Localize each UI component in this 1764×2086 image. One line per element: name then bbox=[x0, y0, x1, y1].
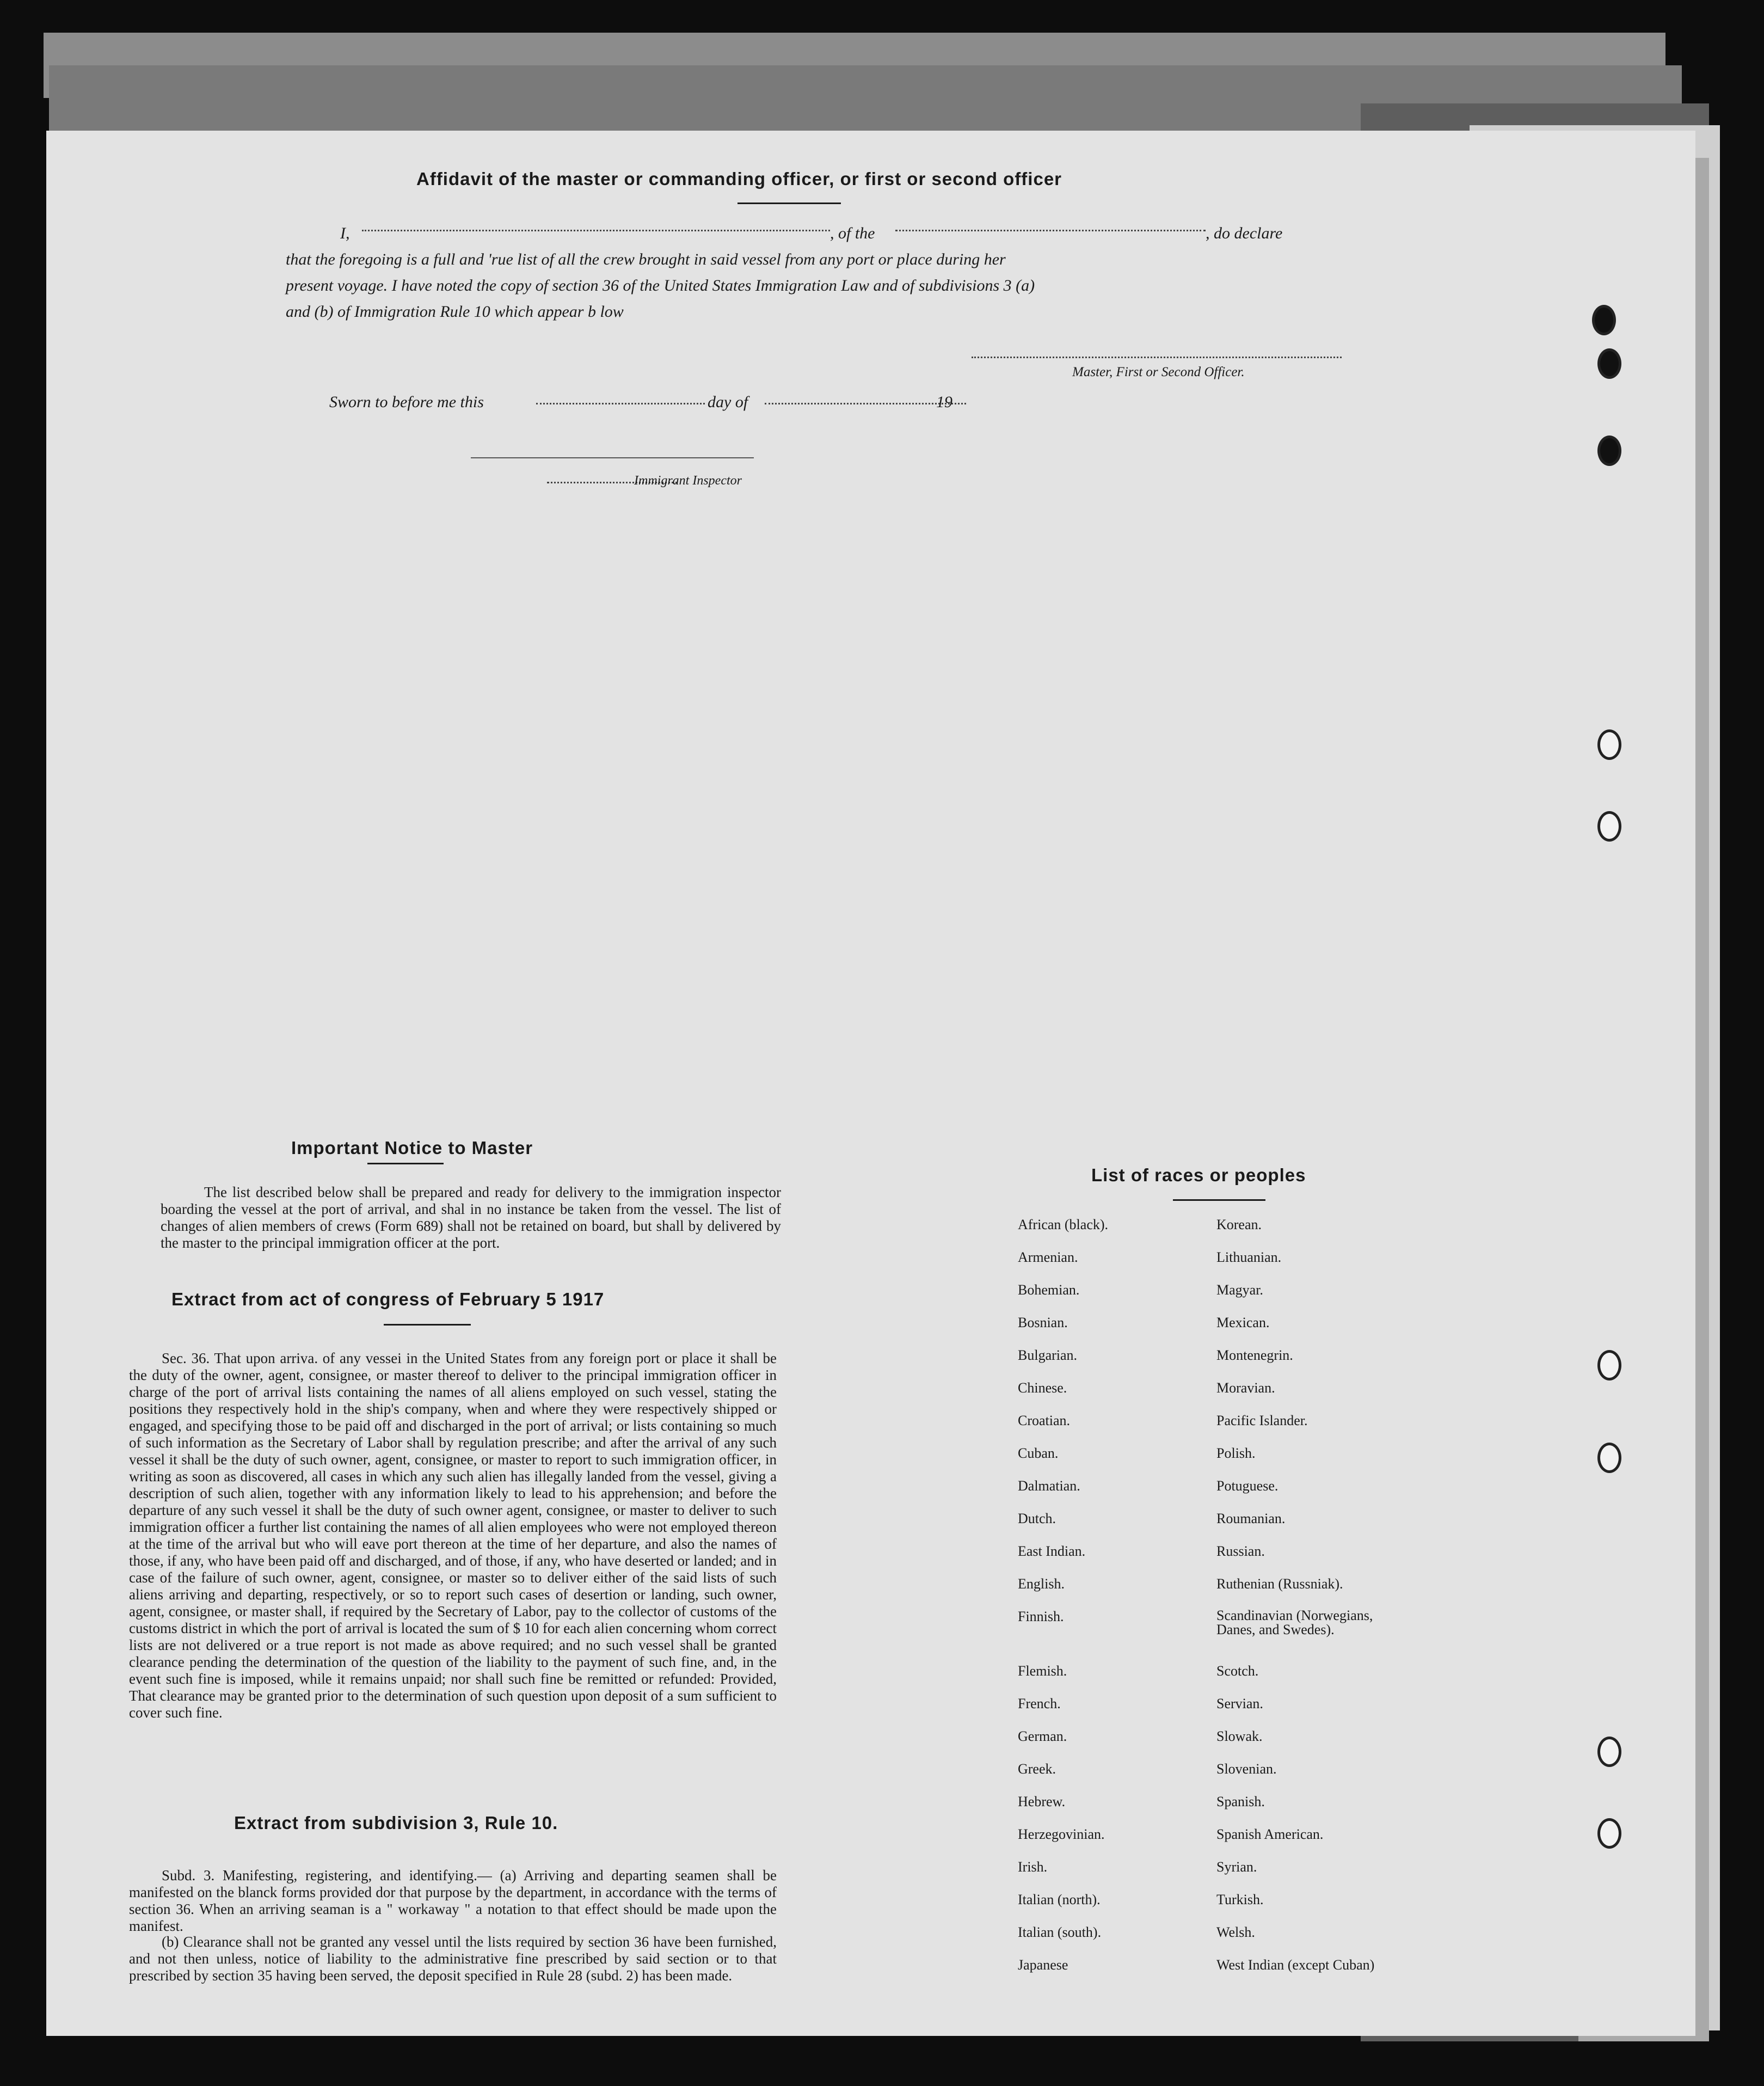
races-title: List of races or peoples bbox=[1091, 1165, 1306, 1185]
race-item: Servian. bbox=[1216, 1696, 1263, 1711]
race-item: Chinese. bbox=[1018, 1380, 1067, 1396]
signature-blank[interactable] bbox=[972, 357, 1342, 358]
affidavit-of-the: , of the bbox=[830, 224, 875, 242]
binder-hole bbox=[1597, 1350, 1621, 1381]
race-item: Finnish. bbox=[1018, 1609, 1064, 1624]
race-item: Armenian. bbox=[1018, 1249, 1078, 1265]
notice-rule bbox=[367, 1163, 444, 1164]
race-item: Hebrew. bbox=[1018, 1794, 1066, 1809]
race-item: Welsh. bbox=[1216, 1924, 1255, 1940]
race-item: Bohemian. bbox=[1018, 1282, 1080, 1298]
binder-hole bbox=[1592, 305, 1616, 335]
affidavit-declare: , do declare bbox=[1206, 224, 1283, 242]
title-rule bbox=[737, 203, 841, 204]
name-blank[interactable] bbox=[362, 230, 830, 231]
act-title: Extract from act of congress of February 5 1917 bbox=[171, 1289, 605, 1309]
binder-hole bbox=[1597, 348, 1621, 379]
affidavit-line-2: that the foregoing is a full and 'rue list of all the crew brought in said vessel from any port or place during her bbox=[286, 250, 1006, 268]
race-item: Lithuanian. bbox=[1216, 1249, 1282, 1265]
affidavit-line-3: present voyage. I have noted the copy of section 36 of the United States Immigration Law and of subdivisions 3 (a) bbox=[286, 277, 1035, 295]
race-item: Japanese bbox=[1018, 1957, 1068, 1973]
race-item: Bosnian. bbox=[1018, 1315, 1068, 1330]
race-item: French. bbox=[1018, 1696, 1061, 1711]
affidavit-line-4: and (b) of Immigration Rule 10 which appear b low bbox=[286, 303, 624, 321]
inspector-rule bbox=[471, 457, 754, 458]
affidavit-title: Affidavit of the master or commanding officer, or first or second officer bbox=[416, 169, 1062, 189]
race-item: Cuban. bbox=[1018, 1445, 1059, 1461]
race-item: East Indian. bbox=[1018, 1543, 1086, 1559]
binder-hole bbox=[1597, 1443, 1621, 1473]
race-item: English. bbox=[1018, 1576, 1065, 1592]
race-item: Pacific Islander. bbox=[1216, 1413, 1308, 1428]
race-item: Potuguese. bbox=[1216, 1478, 1279, 1494]
manifest-page bbox=[46, 131, 1695, 2036]
race-item: Greek. bbox=[1018, 1761, 1056, 1777]
notice-title: Important Notice to Master bbox=[291, 1138, 533, 1158]
race-item: Slovenian. bbox=[1216, 1761, 1277, 1777]
year-text: 19 bbox=[936, 393, 952, 411]
race-item: Italian (north). bbox=[1018, 1892, 1101, 1907]
act-rule bbox=[384, 1324, 471, 1326]
race-item: Turkish. bbox=[1216, 1892, 1264, 1907]
binder-hole bbox=[1597, 435, 1621, 466]
race-item: Flemish. bbox=[1018, 1663, 1067, 1679]
race-item: Scotch. bbox=[1216, 1663, 1259, 1679]
binder-hole bbox=[1597, 729, 1621, 760]
race-item: West Indian (except Cuban) bbox=[1216, 1957, 1375, 1973]
race-item: Irish. bbox=[1018, 1859, 1048, 1875]
day-of-text: day of bbox=[708, 393, 748, 411]
race-item: Russian. bbox=[1216, 1543, 1265, 1559]
binder-hole bbox=[1597, 1818, 1621, 1849]
race-item: Dutch. bbox=[1018, 1511, 1056, 1526]
race-item: Slowak. bbox=[1216, 1728, 1263, 1744]
race-item: Scandinavian (Norwegians, Danes, and Swedes). bbox=[1216, 1608, 1373, 1637]
race-item: African (black). bbox=[1018, 1217, 1109, 1232]
race-item: Magyar. bbox=[1216, 1282, 1263, 1298]
act-body: Sec. 36. That upon arriva. of any vessei in the United States from any foreign port or place it shall be the duty of the owner, agent, consignee, or master thereof to deliver to the principal immigration officer in charge of the port of arrival lists containing the names of all aliens employed on such vessel, stating the positions they respectively hold in the ship's company, when and where they were respectively shipped or engaged, and specifying those to be paid off and discharged in the port of arrival; or lists containing so much of such information as the Secretary of Labor shall by regulation prescribe; and after the arrival of any such vessel it shall be the duty of such owner, agent, consignee, or master to report to such immigration officer, in writing as soon as discovered, all cases in which any such alien has illegally landed from the vessel, giving a description of such alien, together with any information likely to lead to his apprehension; and before the departure of any such vessel it shall be the duty of such owner agent, consignee, or master to deliver to such immigration officer a further list containing the names of all alien employees who were not employed thereon at the time of the arrival but who will eave port thereon at the time of her departure, and also the names of those, if any, who have been paid off and discharged, and of those, if any, who have deserted or landed; and in case of the failure of such owner, agent, consignee, or master so to deliver either of the said lists of such aliens arriving and departing, respectively, or so to report such cases of desertion or landing, such owner, agent, consignee, or master shall, if required by the Secretary of Labor, pay to the collector of customs of the customs district in which the port of arrival is located the sum of $ 10 for each alien concerning whom correct lists are not delivered or a true report is not made as above required; and no such vessel shall be granted clearance pending the determination of the question of the liability to the payment of such fine, and, in the event such fine is imposed, while it remains unpaid; nor shall such fine be remitted or refunded: Provided, That clearance may be granted prior to the determination of such question upon deposit of a sum sufficient to cover such fine. bbox=[129, 1350, 777, 1721]
race-item: Spanish American. bbox=[1216, 1826, 1324, 1842]
race-item: Herzegovinian. bbox=[1018, 1826, 1105, 1842]
race-item: Spanish. bbox=[1216, 1794, 1265, 1809]
race-item: Dalmatian. bbox=[1018, 1478, 1080, 1494]
race-item: Moravian. bbox=[1216, 1380, 1275, 1396]
affidavit-i: I, bbox=[340, 224, 350, 242]
binder-hole bbox=[1597, 1737, 1621, 1767]
races-rule bbox=[1173, 1199, 1265, 1201]
signature-label: Master, First or Second Officer. bbox=[1072, 365, 1245, 379]
sworn-day-blank[interactable] bbox=[536, 403, 705, 404]
race-item: Mexican. bbox=[1216, 1315, 1270, 1330]
rule-title: Extract from subdivision 3, Rule 10. bbox=[234, 1813, 558, 1833]
vessel-blank[interactable] bbox=[895, 230, 1206, 231]
sworn-text: Sworn to before me this bbox=[329, 393, 484, 411]
race-item: Polish. bbox=[1216, 1445, 1256, 1461]
race-item: Korean. bbox=[1216, 1217, 1262, 1232]
race-item: Croatian. bbox=[1018, 1413, 1071, 1428]
notice-body: The list described below shall be prepared and ready for delivery to the immigration inspector boarding the vessel at the port of arrival, and shal in no instance be taken from the vessel. The list of changes of alien members of crews (Form 689) shall not be retained on board, but shall by delivered by the master to the principal immigration officer at the port. bbox=[161, 1184, 781, 1251]
race-item: Montenegrin. bbox=[1216, 1347, 1293, 1363]
race-item: Roumanian. bbox=[1216, 1511, 1286, 1526]
race-item: Syrian. bbox=[1216, 1859, 1257, 1875]
binder-hole bbox=[1597, 811, 1621, 842]
inspector-label: Immigrant Inspector bbox=[634, 474, 742, 488]
race-item: Ruthenian (Russniak). bbox=[1216, 1576, 1343, 1592]
race-item: Bulgarian. bbox=[1018, 1347, 1078, 1363]
rule-subd-b: (b) Clearance shall not be granted any vessel until the lists required by section 36 have been furnished, and not then unless, notice of liability to the administrative fine prescribed by said section or to that prescribed by section 35 having been served, the deposit specified in Rule 28 (subd. 2) has been made. bbox=[129, 1934, 777, 1984]
race-item: German. bbox=[1018, 1728, 1067, 1744]
race-item: Italian (south). bbox=[1018, 1924, 1102, 1940]
rule-subd-a: Subd. 3. Manifesting, registering, and identifying.— (a) Arriving and departing seamen shall be manifested on the blanck forms provided dor that purpose by the department, in accordance with the terms of section 36. When an arriving seaman is a " workaway " a notation to that effect should be made upon the manifest. bbox=[129, 1867, 777, 1934]
